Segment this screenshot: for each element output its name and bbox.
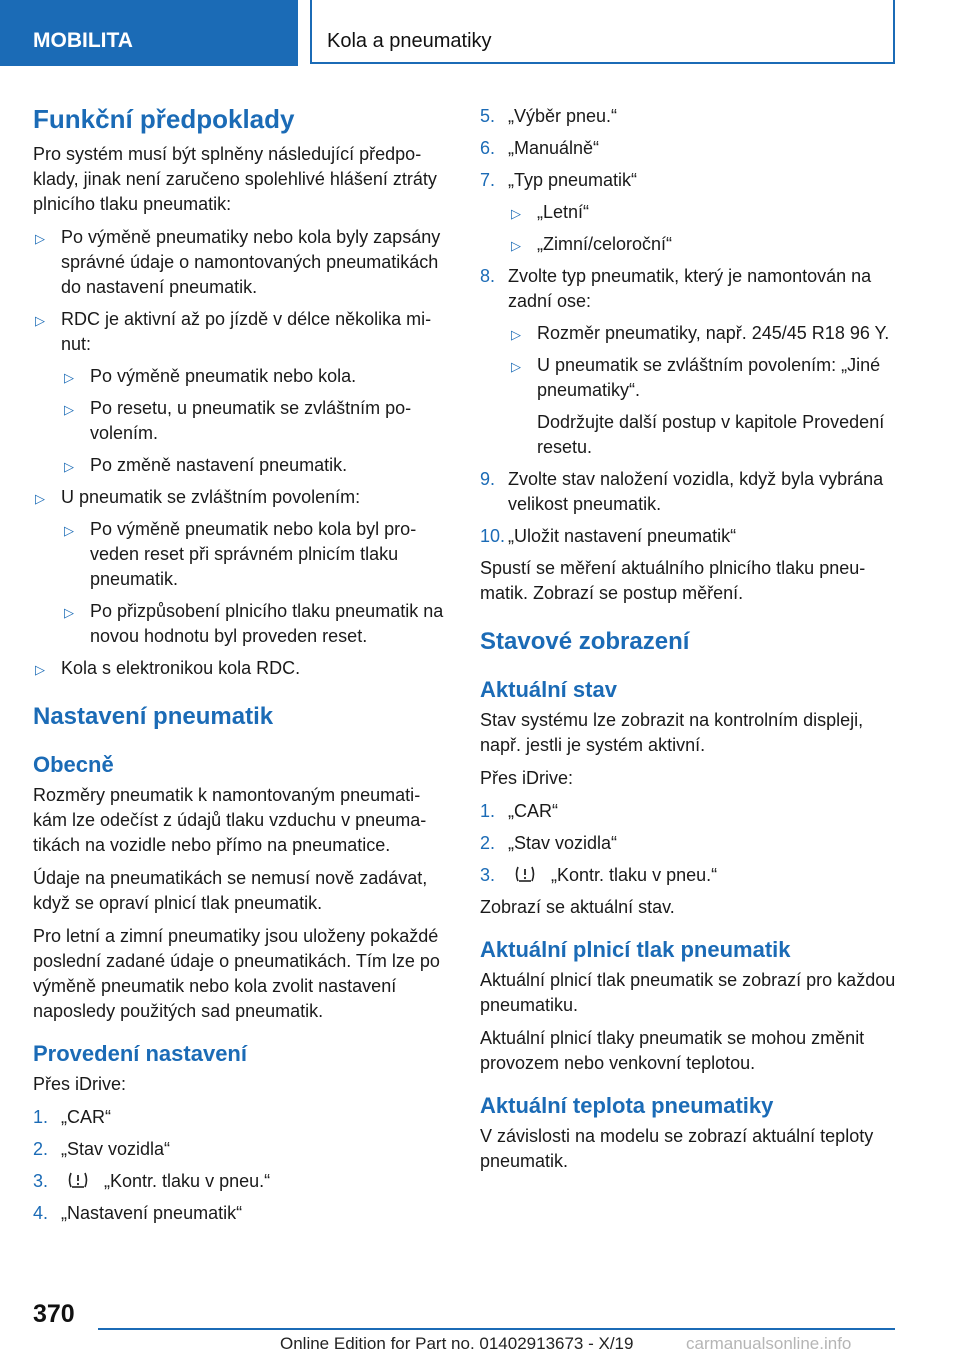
list-item-text: „Letní“	[537, 202, 590, 222]
list-item-text: Po výměně pneumatik nebo kola byl proveden reset při správném plnicím tlaku pneumatik.	[90, 519, 417, 589]
footer-divider	[98, 1328, 895, 1330]
step-item	[480, 799, 900, 824]
step-number: 9.	[480, 469, 496, 489]
triangle-bullet-icon: ▷	[64, 370, 74, 385]
step-text: „Kontr. tlaku v pneu.“	[551, 865, 718, 885]
step-number: 3.	[33, 1171, 49, 1191]
list-item-text: Po přizpůsobení plnicího tlaku pneumatik na novou hodnotu byl proveden reset.	[90, 601, 444, 646]
list-item	[33, 396, 448, 446]
list-item-text: Po změně nastavení pneumatik.	[90, 455, 348, 475]
step-item	[480, 467, 900, 517]
step-text: „Kontr. tlaku v pneu.“	[104, 1171, 271, 1191]
step-number: 7.	[480, 170, 496, 190]
step-text: „CAR“	[61, 1107, 111, 1127]
list-item-text: „Zimní/celoroční“	[537, 234, 673, 254]
list-item	[33, 485, 448, 510]
heading-stavove: Stavové zobrazení	[480, 628, 690, 655]
heading-funkcni: Funkční předpoklady	[33, 104, 295, 134]
step-item	[33, 1137, 448, 1162]
step-item	[480, 136, 900, 161]
step-item	[480, 524, 900, 549]
list-item-text: U pneumatik se zvláštním povolením: „Jiné pneumatiky“.	[537, 355, 881, 400]
right-column	[480, 104, 900, 1182]
step-item	[33, 1105, 448, 1130]
paragraph: Pro letní a zimní pneumatiky jsou uloženy pokaždé poslední zadané údaje o pneumatikách. Tím lze po výměně pneumatik nebo kola zvolit nastavení naposledy použitých sad pneumatik.	[33, 926, 440, 1021]
heading-tlak: Aktuální plnicí tlak pneumatik	[480, 937, 791, 962]
step-text: „Uložit nastavení pneumatik“	[508, 526, 737, 546]
triangle-bullet-icon: ▷	[35, 662, 45, 677]
triangle-bullet-icon: ▷	[35, 313, 45, 328]
step-text: „CAR“	[508, 801, 558, 821]
paragraph: Aktuální plnicí tlaky pneumatik se mohou změnit provozem nebo venkovní teplotou.	[480, 1028, 865, 1073]
paragraph: Rozměry pneumatik k namontovaným pneumatikám lze odečíst z údajů tlaku vzduchu v pneumatikách na vozidle nebo přímo na pneumatice.	[33, 785, 427, 855]
step-number: 1.	[480, 801, 496, 821]
heading-teplota: Aktuální teplota pneumatiky	[480, 1093, 774, 1118]
paragraph: Spustí se měření aktuálního plnicího tlaku pneumatik. Zobrazí se postup měření.	[480, 558, 866, 603]
list-item	[33, 364, 448, 389]
step-text: „Výběr pneu.“	[508, 106, 618, 126]
step-number: 3.	[480, 865, 496, 885]
list-item	[480, 200, 900, 225]
list-item-text: Dodržujte další postup v kapitole Provedení resetu.	[537, 412, 885, 457]
list-item	[480, 353, 900, 403]
step-text: „Stav vozidla“	[508, 833, 618, 853]
step-number: 1.	[33, 1107, 49, 1127]
triangle-bullet-icon: ▷	[64, 459, 74, 474]
list-item-text: Kola s elektronikou kola RDC.	[61, 658, 301, 678]
step-item	[480, 104, 900, 129]
tire-pressure-warning-icon	[67, 1170, 89, 1190]
list-item-text: RDC je aktivní až po jízdě v délce několika minut:	[61, 309, 432, 354]
paragraph: Přes iDrive:	[33, 1074, 127, 1094]
step-number: 6.	[480, 138, 496, 158]
list-item-text: Po výměně pneumatiky nebo kola byly zapsány správné údaje o namontovaných pneumatikách do nastavení pneumatik.	[61, 227, 441, 297]
step-text: „Typ pneumatik“	[508, 170, 638, 190]
step-number: 4.	[33, 1203, 49, 1223]
footer-edition: Online Edition for Part no. 01402913673 - X/19	[280, 1334, 634, 1353]
list-item	[33, 307, 448, 357]
list-item-text: Rozměr pneumatiky, např. 245/45 R18 96 Y.	[537, 323, 890, 343]
list-item	[480, 232, 900, 257]
paragraph: V závislosti na modelu se zobrazí aktuální teploty pneumatik.	[480, 1126, 874, 1171]
step-text: Zvolte typ pneumatik, který je namontován na zadní ose:	[508, 266, 872, 311]
page-number: 370	[33, 1300, 75, 1328]
step-item	[480, 168, 900, 193]
step-number: 8.	[480, 266, 496, 286]
step-number: 2.	[33, 1139, 49, 1159]
step-item	[33, 1169, 448, 1194]
paragraph: Přes iDrive:	[480, 768, 574, 788]
header-section-label: MOBILITA	[33, 29, 133, 52]
paragraph: Stav systému lze zobrazit na kontrolním displeji, např. jestli je systém aktivní.	[480, 710, 864, 755]
tire-pressure-warning-icon	[514, 864, 536, 884]
list-item	[33, 225, 448, 300]
step-number: 5.	[480, 106, 496, 126]
list-item	[480, 321, 900, 346]
list-item	[33, 599, 448, 649]
step-number: 10.	[480, 526, 506, 546]
step-item	[33, 1201, 448, 1226]
paragraph: Zobrazí se aktuální stav.	[480, 897, 675, 917]
list-item	[33, 453, 448, 478]
intro-paragraph: Pro systém musí být splněny následující předpoklady, jinak není zaručeno spolehlivé hlášení ztráty plnicího tlaku pneumatik:	[33, 144, 437, 214]
header-chapter-label: Kola a pneumatiky	[327, 30, 492, 52]
step-number: 2.	[480, 833, 496, 853]
list-item-text: U pneumatik se zvláštním povolením:	[61, 487, 361, 507]
triangle-bullet-icon: ▷	[511, 327, 521, 342]
heading-obecne: Obecně	[33, 752, 114, 777]
list-item-text: Po výměně pneumatik nebo kola.	[90, 366, 357, 386]
triangle-bullet-icon: ▷	[511, 359, 521, 374]
triangle-bullet-icon: ▷	[35, 231, 45, 246]
list-item-note	[480, 410, 900, 460]
heading-provedeni: Provedení nastavení	[33, 1041, 247, 1066]
step-text: „Stav vozidla“	[61, 1139, 171, 1159]
paragraph: Aktuální plnicí tlak pneumatik se zobrazí pro každou pneumatiku.	[480, 970, 896, 1015]
triangle-bullet-icon: ▷	[64, 523, 74, 538]
step-text: „Manuálně“	[508, 138, 600, 158]
step-text: Zvolte stav naložení vozidla, když byla vybrána velikost pneumatik.	[508, 469, 884, 514]
paragraph: Údaje na pneumatikách se nemusí nově zadávat, když se opraví plnicí tlak pneumatik.	[33, 868, 428, 913]
triangle-bullet-icon: ▷	[511, 238, 521, 253]
triangle-bullet-icon: ▷	[35, 491, 45, 506]
left-column	[33, 100, 448, 1233]
watermark: carmanualsonline.info	[686, 1334, 852, 1353]
header-section	[0, 0, 298, 66]
list-item	[33, 656, 448, 681]
step-text: „Nastavení pneumatik“	[61, 1203, 243, 1223]
heading-aktualni-stav: Aktuální stav	[480, 677, 617, 702]
triangle-bullet-icon: ▷	[64, 402, 74, 417]
heading-nastaveni: Nastavení pneumatik	[33, 703, 274, 730]
header-chapter	[310, 0, 895, 64]
step-item	[480, 863, 900, 888]
triangle-bullet-icon: ▷	[511, 206, 521, 221]
list-item	[33, 517, 448, 592]
step-item	[480, 831, 900, 856]
list-item-text: Po resetu, u pneumatik se zvláštním povolením.	[90, 398, 412, 443]
triangle-bullet-icon: ▷	[64, 605, 74, 620]
step-item	[480, 264, 900, 314]
